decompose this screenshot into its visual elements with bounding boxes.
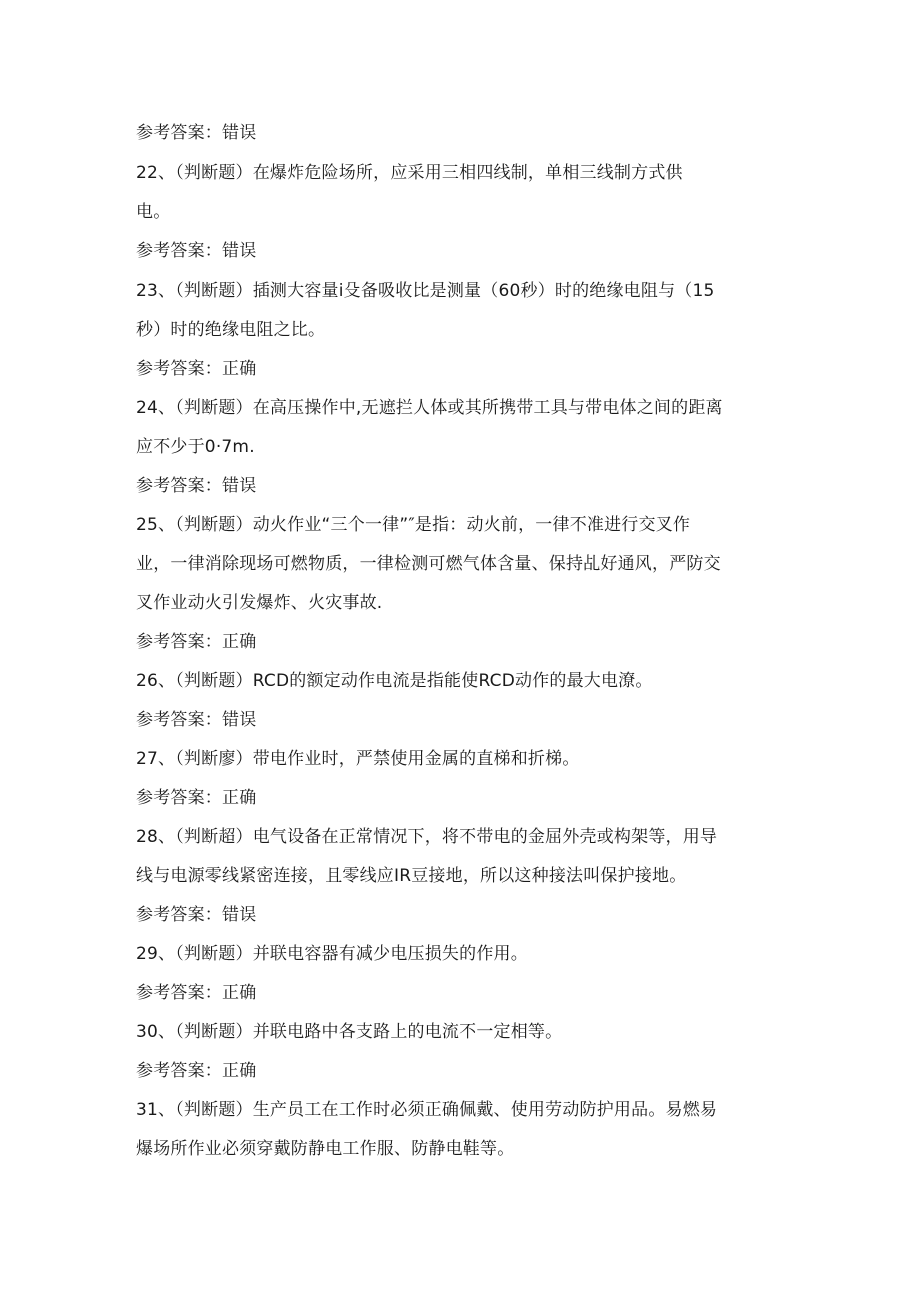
answer-line-30: 参考答案：正确 bbox=[136, 1061, 257, 1081]
question-31-line-1: 31、（判断题）生产员工在工作时必须正确佩戴、使用劳动防护用品。易燃易 bbox=[136, 1100, 718, 1120]
question-28-line-1: 28、（判断超）电气设备在正常情况下，将不带电的金屈外壳或构架等，用导 bbox=[136, 827, 718, 847]
question-28-line-2: 线与电源零线紧密连接，且零线应IR豆接地，所以这种接法叫保护接地。 bbox=[136, 866, 687, 886]
question-23-line-1: 23、（判断题）插测大容量i殳备吸收比是测量（60秒）时的绝缘电阻与（15 bbox=[136, 281, 715, 301]
answer-line-23: 参考答案：正确 bbox=[136, 359, 257, 379]
answer-line-28: 参考答案：错误 bbox=[136, 905, 257, 925]
question-23-line-2: 秒）时的绝缘电阻之比。 bbox=[136, 320, 326, 340]
question-27-line-1: 27、（判断廖）带电作业时，严禁使用金属的直梯和折梯。 bbox=[136, 749, 580, 769]
answer-line-24: 参考答案：错误 bbox=[136, 476, 257, 496]
answer-line-26: 参考答案：错误 bbox=[136, 710, 257, 730]
question-24-line-1: 24、（判断题）在高压操作中,无遮拦人体或其所携带工具与带电体之间的距离 bbox=[136, 398, 723, 418]
question-25-line-3: 叉作业动火引发爆炸、火灾事故. bbox=[136, 593, 383, 613]
question-26-line-1: 26、（判断题）RCD的额定动作电流是指能使RCD动作的最大电潦。 bbox=[136, 671, 653, 691]
answer-line-21: 参考答案：错误 bbox=[136, 123, 257, 143]
question-31-line-2: 爆场所作业必须穿戴防静电工作服、防静电鞋等。 bbox=[136, 1139, 515, 1159]
answer-line-22: 参考答案：错误 bbox=[136, 241, 257, 261]
question-24-line-2: 应不少于0·7m. bbox=[136, 437, 255, 457]
question-22-line-2: 电。 bbox=[136, 202, 171, 222]
answer-line-27: 参考答案：正确 bbox=[136, 788, 257, 808]
question-25-line-1: 25、（判断题）动火作业“三个一律”″是指：动火前，一律不准进行交叉作 bbox=[136, 515, 691, 535]
answer-line-25: 参考答案：正确 bbox=[136, 632, 257, 652]
question-22-line-1: 22、（判断题）在爆炸危险场所，应采用三相四线制，单相三线制方式供 bbox=[136, 163, 683, 183]
question-25-line-2: 业，一律消除现场可燃物质，一律检测可燃气体含量、保持乩好通风，严防交 bbox=[136, 554, 721, 574]
question-29-line-1: 29、（判断题）并联电容器有减少电压损失的作用。 bbox=[136, 944, 528, 964]
answer-line-29: 参考答案：正确 bbox=[136, 983, 257, 1003]
question-30-line-1: 30、（判断题）并联电路中各支路上的电流不一定相等。 bbox=[136, 1022, 563, 1042]
